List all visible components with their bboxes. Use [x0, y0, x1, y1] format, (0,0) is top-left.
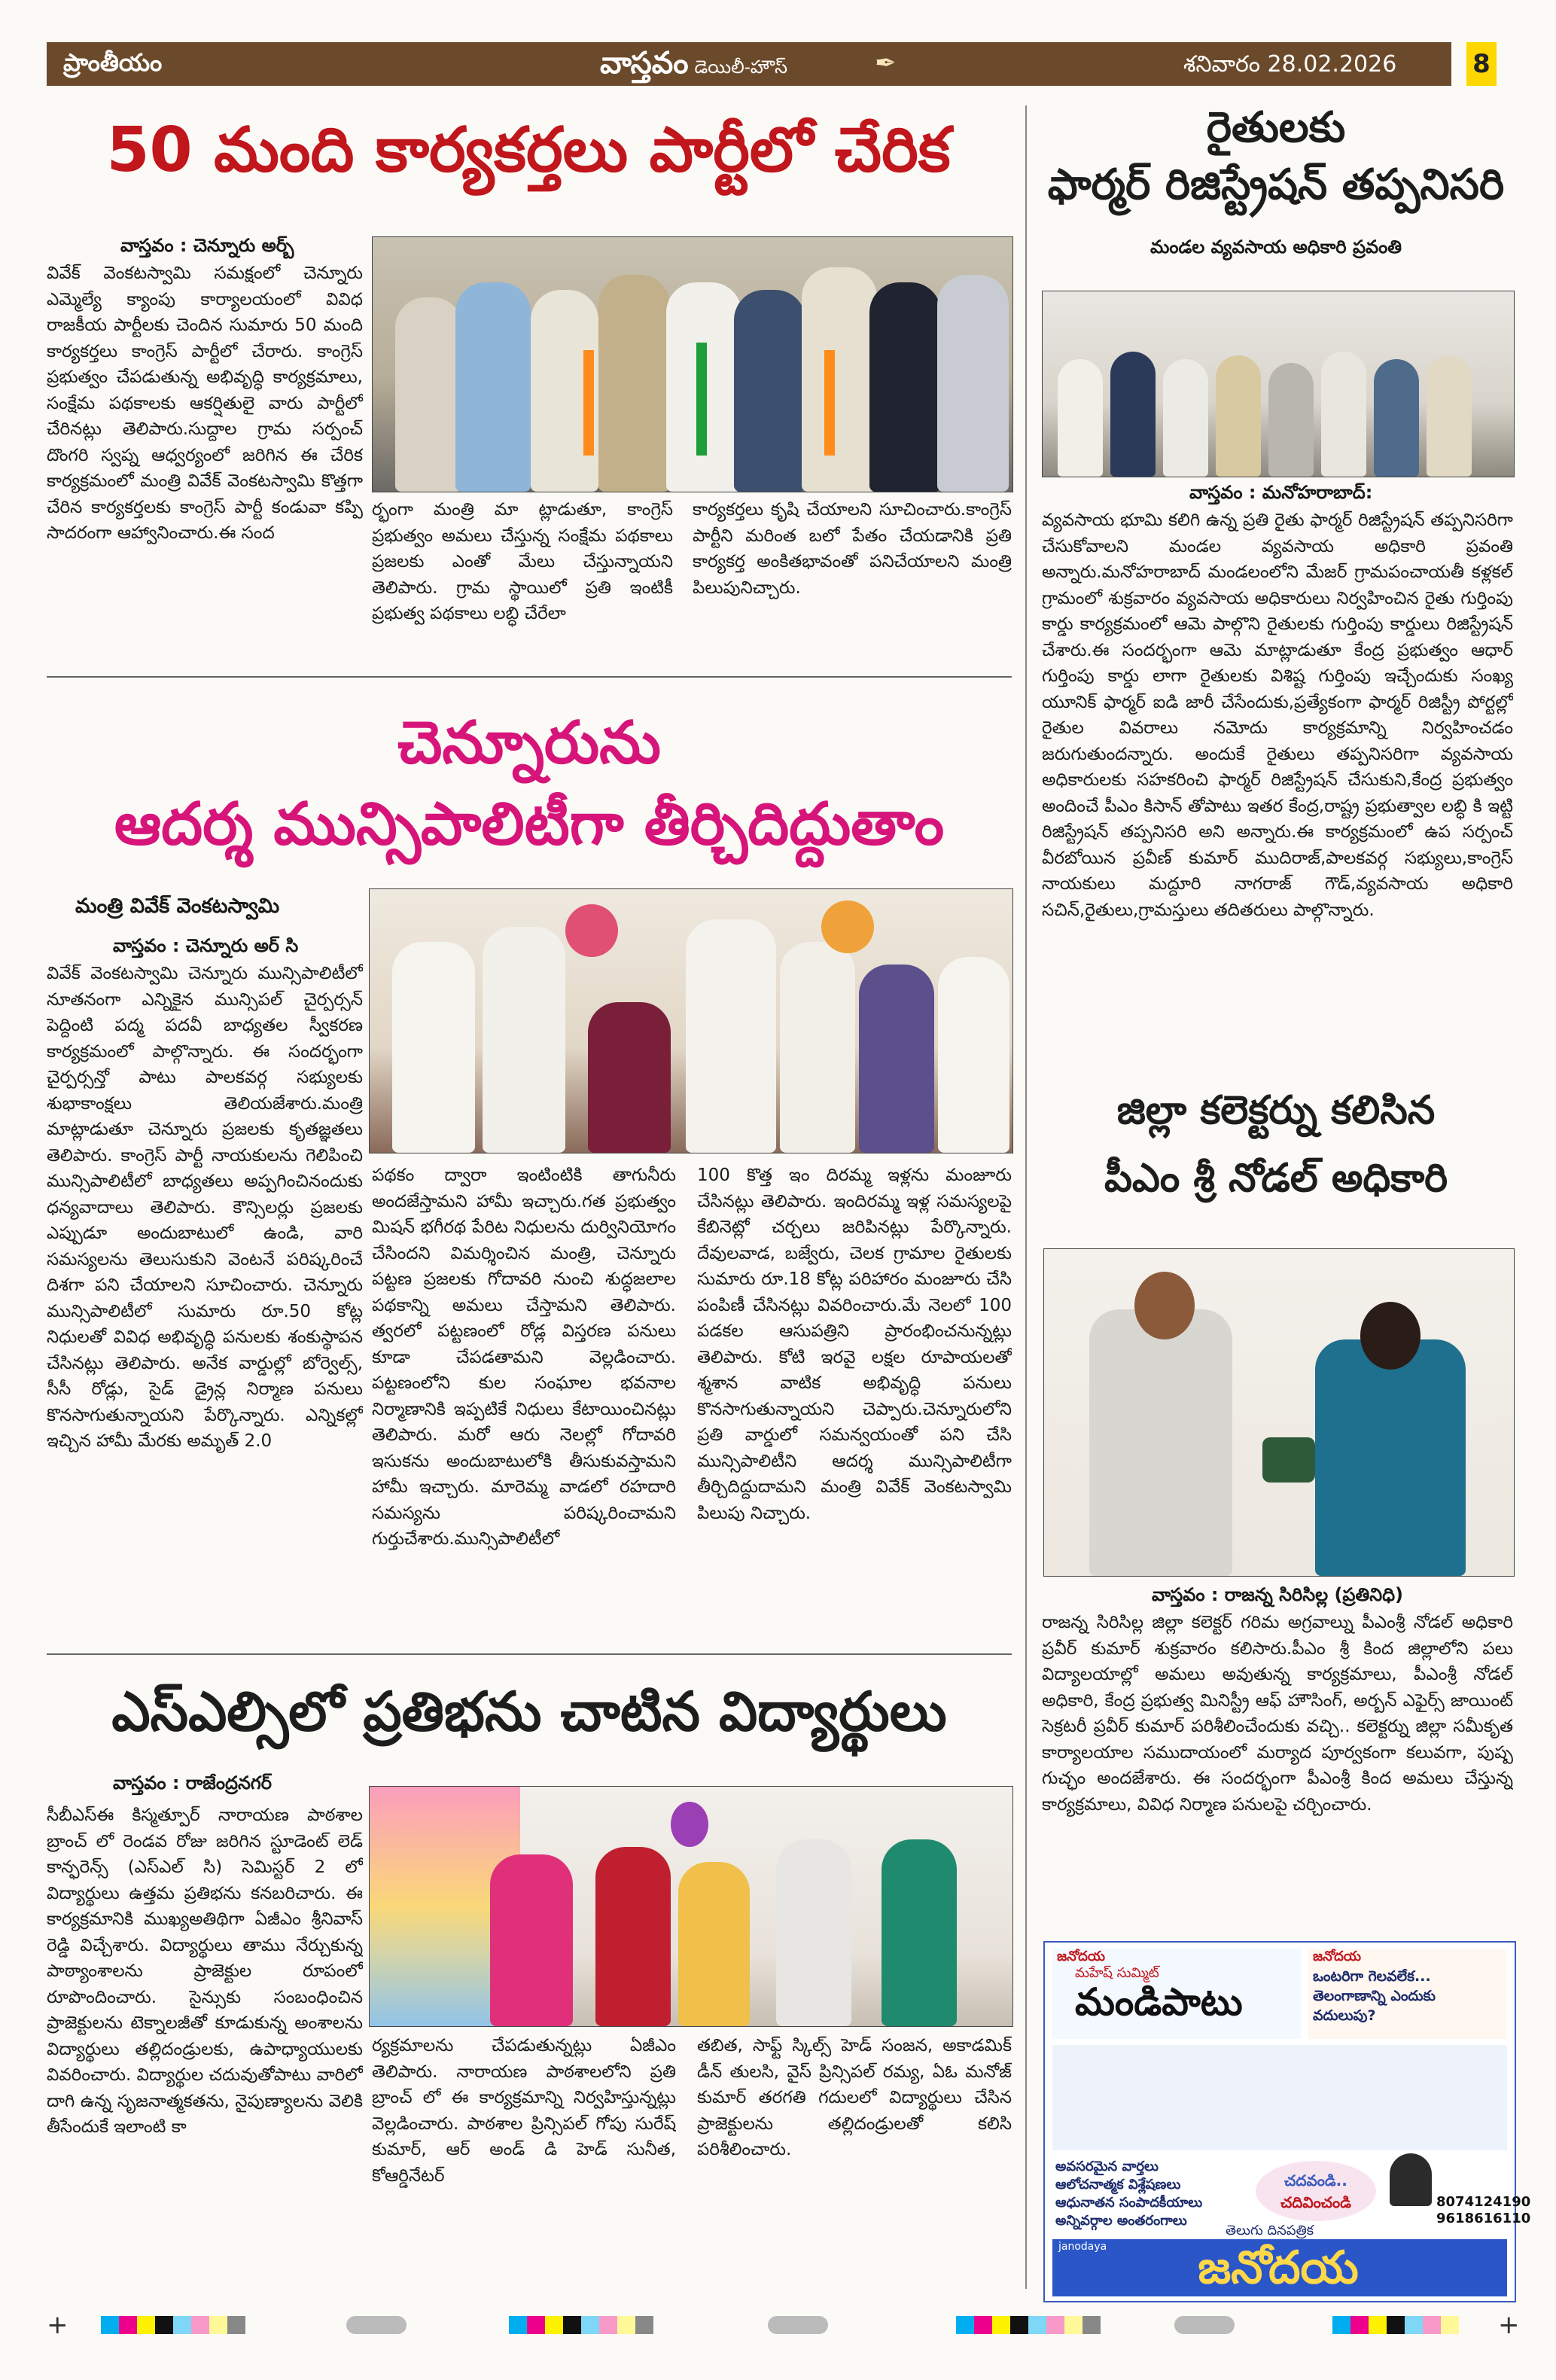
ad-brand-small: janodaya — [1058, 2241, 1107, 2253]
masthead-name: వాస్తవం — [600, 45, 689, 81]
story2-col1: వివేక్ వెంకటస్వామి చెన్నూరు మున్సిపాలిటీలో నూతనంగా ఎన్నికైన మున్సిపల్ చైర్పర్సన్ పెద్దింటి పద్మ పదవీ బాధ్యతల స్వీకరణ కార్యక్రమంలో పాల్గొన్నారు. ఈ సందర్భంగా చైర్పర్సన్తో పాటు పాలకవర్గ సభ్యులకు శుభాకాంక్షలు తెలియజేశారు.మంత్రి మాట్లాడుతూ చెన్నూరు ప్రజలకు కృతజ్ఞతలు తెలిపారు. కాంగ్రెస్ పార్టీ నాయకులను గెలిపించి మున్సిపాలిటీలో బాధ్యతలు అప్పగించినందుకు ధన్యవాదాలు తెలిపారు. కౌన్సిలర్లు ప్రజలకు ఎప్పుడూ అందుబాటులో ఉండి, వారి సమస్యలను తెలుసుకుని వెంటనే పరిష్కరించే దిశగా పని చేయాలని సూచించారు. చెన్నూరు మున్సిపాలిటీలో సుమారు రూ.50 కోట్ల నిధులతో వివిధ అభివృద్ధి పనులకు శంకుస్థాపన చేసినట్లు తెలిపారు. అనేక వార్డుల్లో బోర్వెల్స్, సీసీ రోడ్లు, సైడ్ డ్రైన్ల నిర్మాణ పనులు కొనసాగుతున్నాయని పేర్కొన్నారు. ఎన్నికల్లో ఇచ్చిన హామీ మేరకు అమృత్ 2.0 — [47, 964, 363, 1451]
story1-col1: వివేక్ వెంకటస్వామి సమక్షంలో చెన్నూరు ఎమ్మెల్యే క్యాంపు కార్యాలయంలో వివిధ రాజకీయ పార్టీలకు చెందిన సుమారు 50 మంది కార్యకర్తలు కాంగ్రెస్ పార్టీలో చేరారు. కాంగ్రెస్ ప్రభుత్వం చేపడుతున్న అభివృద్ధి కార్యక్రమాలు, సంక్షేమ పథకాలకు ఆకర్షితులై వారు పార్టీలో చేరినట్లు తెలిపారు.సుద్దాల గ్రామ సర్పంచ్ దొంగరి స్వప్న ఆధ్వర్యంలో జరిగిన ఈ చేరిక కార్యక్రమంలో మంత్రి వివేక్ వెంకటస్వామి కొత్తగా చేరిన కార్యకర్తలకు కాంగ్రెస్ పార్టీ కండువా కప్పి సాదరంగా ఆహ్వానించారు.ఈ సంద — [47, 264, 363, 543]
section-divider — [47, 676, 1012, 678]
color-bar — [101, 2316, 245, 2334]
registration-pill — [346, 2316, 407, 2334]
story1-photo — [372, 236, 1013, 492]
story4-subhead: మండల వ్యవసాయ అధికారి ప్రవంతి — [1149, 236, 1402, 258]
story2-headline-line1: చెన్నూరును — [397, 709, 661, 777]
ad-brand-name: జనోదయ — [1198, 2241, 1359, 2294]
registration-pill — [768, 2316, 828, 2334]
pen-nib-icon: ✒ — [875, 48, 897, 78]
issue-date: శనివారం 28.02.2026 — [1183, 51, 1397, 78]
story1-byline: వాస్తవం : చెన్నూరు అర్బ్ — [120, 235, 294, 256]
ad-feature-list — [1055, 2158, 1202, 2230]
story4-headline-line1: రైతులకు — [1206, 103, 1346, 152]
ad-feature-item: ఆధునాతన సంపాదకీయాలు — [1055, 2195, 1203, 2211]
story1-col3: కార్యకర్తలు కృషి చేయాలని సూచించారు.కాంగ్రెస్ పార్టీని మరింత బలో పేతం చేయడానికి ప్రతి కార్యకర్త అంకితభావంతో పనిచేయాలని మంత్రి పిలుపునిచ్చారు. — [693, 500, 1012, 598]
color-bar — [1332, 2316, 1459, 2334]
ad-panel-right — [1308, 1949, 1507, 2039]
ad-phone: 9618616110 — [1436, 2211, 1531, 2226]
ad-person-avatar — [1390, 2153, 1432, 2206]
story2-photo — [369, 888, 1013, 1153]
story3-col2: ర్యక్రమాలను చేపడుతున్నట్లు ఏజీఎం తెలిపారు. నారాయణ పాఠశాలలోని ప్రతి బ్రాంచ్ లో ఈ కార్యక్రమాన్ని నిర్వహిస్తున్నట్లు వెల్లడించారు. పాఠశాల ప్రిన్సిపల్ గోపు సురేష్ కుమార్, ఆర్ అండ్ డి హెడ్ సునీత, కోఆర్డినేటర్ — [372, 2036, 676, 2186]
masthead-sub: డెయిలీ-హౌస్ — [694, 56, 787, 78]
story5-byline: వాస్తవం : రాజన్న సిరిసిల్ల (ప్రతినిధి) — [1152, 1584, 1404, 1605]
story4-body: వ్యవసాయ భూమి కలిగి ఉన్న ప్రతి రైతు ఫార్మర్ రిజిస్ట్రేషన్ తప్పనిసరిగా చేసుకోవాలని మండల వ్యవసాయ అధికారి ప్రవంతి అన్నారు.మనోహరాబాద్ మండలంలోని మేజర్ గ్రామపంచాయతీ కళ్లకల్ గ్రామంలో శుక్రవారం వ్యవసాయ అధికారులు నిర్వహించిన రైతు గుర్తింపు కార్డు కార్యక్రమంలో ఆమె పాల్గొని రైతులకు గుర్తింపు కార్డులు రిజిస్ట్రేషన్ చేశారు.ఈ సందర్భంగా ఆమె మాట్లాడుతూ కేంద్ర ప్రభుత్వం ఆధార్ గుర్తింపు కార్డు లాగా రైతులకు విశిష్ట గుర్తింపు ఇచ్చేందుకు సంఖ్య యూనిక్ ఫార్మర్ ఐడి జారీ చేసేందుకు,ప్రత్యేకంగా ఫార్మర్ రిజిస్ట్రీ పోర్టల్లో రైతుల వివరాలు నమోదు కార్యక్రమాన్ని నిర్వహించడం జరుగుతుందన్నారు. అందుకే రైతులు తప్పనిసరిగా వ్యవసాయ అధికారులకు సహకరించి ఫార్మర్ రిజిస్ట్రేషన్ చేసుకుని,కేంద్ర ప్రభుత్వం అందించే పీఎం కిసాన్ తోపాటు ఇతర కేంద్ర,రాష్ట్ర ప్రభుత్వాల లబ్ధి కి ఇట్టి రిజిస్ట్రేషన్ తప్పనిసరి అని అన్నారు.ఈ కార్యక్రమంలో ఉప సర్పంచ్ వీరబోయిన ప్రవీణ్ కుమార్ ముదిరాజ్,పాలకవర్గ సభ్యులు,కాంగ్రెస్ నాయకులు మద్దూరి నాగరాజ్ గౌడ్,వ్యవసాయ అధికారి సచిన్,రైతులు,గ్రామస్తులు తదితరులు పాల్గొన్నారు. — [1042, 510, 1513, 920]
story4-byline: వాస్తవం : మనోహరాబాద్: — [1189, 482, 1373, 503]
page-number: 8 — [1466, 42, 1497, 86]
ad-brand-bar — [1052, 2239, 1507, 2296]
story3-headline: ఎస్ఎల్సిలో ప్రతిభను చాటిన విద్యార్థులు — [111, 1680, 947, 1743]
story2-headline-line2: ఆదర్శ మున్సిపాలిటీగా తీర్చిదిద్దుతాం — [114, 791, 945, 858]
ad-cta-read: చదవండి.. — [1284, 2171, 1347, 2190]
section-divider — [47, 1653, 1012, 1655]
registration-pill — [1174, 2316, 1235, 2334]
story4-headline-line2: ఫార్మర్ రిజిస్ట్రేషన్ తప్పనిసరి — [1047, 160, 1505, 209]
ad-feature-item: అన్నివర్గాల అంతరంగాలు — [1055, 2213, 1187, 2229]
color-bar — [509, 2316, 653, 2334]
story3-col3: తబిత, సాఫ్ట్ స్కిల్స్ హెడ్ సంజన, అకాడమిక్ డీన్ తులసి, వైస్ ప్రిన్సిపల్ రమ్య, ఏఓ మనోజ్ కుమార్ తరగతి గదులలో విద్యార్థులు చేసిన ప్రాజెక్టులను తల్లిదండ్రులతో కలిసి పరిశీలించారు. — [697, 2036, 1012, 2159]
registration-cross-icon: + — [47, 2310, 69, 2340]
story2-subhead: మంత్రి వివేక్ వెంకటస్వామి — [75, 894, 280, 918]
page-header — [47, 42, 1451, 86]
story5-headline-line2: పీఎం శ్రీ నోడల్ అధికారి — [1104, 1156, 1448, 1201]
ad-feature-item: అవసరమైన వార్తలు — [1055, 2159, 1159, 2174]
registration-cross-icon: + — [1498, 2310, 1520, 2340]
story2-byline: వాస్తవం : చెన్నూరు అర్ సి — [113, 935, 299, 956]
ad-feature-item: ఆలోచనాత్మక విశ్లేషణలు — [1055, 2177, 1181, 2193]
ad-cta-bubble — [1256, 2161, 1376, 2221]
story3-col1: సీబీఎస్ఈ కిస్మత్పూర్ నారాయణ పాఠశాల బ్రాంచ్ లో రెండవ రోజు జరిగిన స్టూడెంట్ లెడ్ కాన్ఫరెన్స్ (ఎస్ఎల్ సి) సెమిస్టర్ 2 లో విద్యార్థులు ఉత్తమ ప్రతిభను కనబరిచారు. ఈ కార్యక్రమానికి ముఖ్యఅతిథిగా ఏజీఎం శ్రీనివాస్ రెడ్డి విచ్చేశారు. విద్యార్థులు తాము నేర్చుకున్న పాఠ్యాంశాలను ప్రాజెక్టుల రూపంలో రూపొందించారు. సైన్సుకు సంబంధించిన ప్రాజెక్టులను టెక్నాలజీతో కూడుకున్న అంశాలను విద్యార్థులు తల్లిదండ్రులకు, ఉపాధ్యాయులకు వివరించారు. విద్యార్థుల చదువుతోపాటు వారిలో దాగి ఉన్న సృజనాత్మకతను, నైపుణ్యాలను వెలికి తీసేందుకే ఇలాంటి కా — [47, 1806, 363, 2137]
story4-photo — [1042, 291, 1515, 477]
ad-column-kicker: మహేష్ సుమ్మిట్ — [1075, 1965, 1159, 1981]
story3-byline: వాస్తవం : రాజేంద్రనగర్ — [113, 1772, 273, 1793]
ad-tag-right: జనోదయ — [1313, 1949, 1362, 1964]
story2-col2: పథకం ద్వారా ఇంటింటికి తాగునీరు అందజేస్తామని హామీ ఇచ్చారు.గత ప్రభుత్వం మిషన్ భగీరథ పేరిట నిధులను దుర్వినియోగం చేసిందని విమర్శించిన మంత్రి, చెన్నూరు పట్టణ ప్రజలకు గోదావరి నుంచి శుద్ధజలాల పథకాన్ని అమలు చేస్తామని తెలిపారు. త్వరలో పట్టణంలో రోడ్ల విస్తరణ పనులు కూడా చేపడతామని వెల్లడించారు. పట్టణంలోని కుల సంఘాల భవనాల నిర్మాణానికి ఇప్పటికే నిధులు కేటాయించినట్లు తెలిపారు. మరో ఆరు నెలల్లో గోదావరి ఇసుకను అందుబాటులోకి తీసుకువస్తామని హామీ ఇచ్చారు. మారెమ్మ వాడలో రహదారి సమస్యను పరిష్కరించామని గుర్తుచేశారు.మున్సిపాలిటీలో — [372, 1166, 676, 1549]
ad-phone: 8074124190 — [1436, 2194, 1531, 2210]
ad-phones — [1436, 2194, 1530, 2227]
ad-cta-share: చదివించండి — [1280, 2193, 1351, 2211]
column-divider — [1025, 105, 1027, 2289]
story5-headline-line1: జిల్లా కలెక్టర్ను కలిసిన — [1116, 1088, 1436, 1133]
story1-col2: ర్భంగా మంత్రి మా ట్లాడుతూ, కాంగ్రెస్ ప్రభుత్వం అమలు చేస్తున్న సంక్షేమ పథకాలు ప్రజలకు ఎంతో మేలు చేస్తున్నాయని తెలిపారు. గ్రామ స్థాయిలో ప్రతి ఇంటికీ ప్రభుత్వ పథకాలు లబ్ధి చేరేలా — [372, 500, 673, 623]
story5-photo — [1043, 1248, 1515, 1577]
color-bar — [956, 2316, 1101, 2334]
masthead — [600, 45, 787, 88]
janodaya-ad — [1043, 1941, 1531, 2302]
ad-articles-strip — [1052, 2045, 1507, 2150]
ad-question: ఒంటరిగా గెలవలేక... తెలంగాణాన్ని ఎందుకు వదులుపు? — [1313, 1968, 1436, 2024]
ad-tag-left: జనోదయ — [1057, 1949, 1106, 1964]
ad-column-title: మండిపాటు — [1075, 1980, 1243, 2024]
story5-body: రాజన్న సిరిసిల్ల జిల్లా కలెక్టర్ గరిమ అగ్రవాల్ను పీఎంశ్రీ నోడల్ అధికారి ప్రవీర్ కుమార్ శుక్రవారం కలిసారు.పీఎం శ్రీ కింద జిల్లాలోని పలు విద్యాలయాల్లో అమలు అవుతున్న కార్యక్రమాలు, పీఎంశ్రీ నోడల్ అధికారి, కేంద్ర ప్రభుత్వ మినిస్ట్రీ ఆఫ్ హౌసింగ్, అర్బన్ ఎఫైర్స్ జాయింట్ సెక్రటరీ ప్రవీర్ కుమార్ పరిశీలించేందుకు వచ్చి.. కలెక్టర్ను జిల్లా సమీకృత కార్యాలయాల సముదాయంలో మర్యాద పూర్వకంగా కలువగా, పుష్ప గుచ్ఛం అందజేశారు. ఈ సందర్భంగా పీఎంశ్రీ కింద అమలు చేస్తున్న కార్యక్రమాలు, వివిధ నిర్మాణ పనులపై చర్చించారు. — [1042, 1613, 1513, 1815]
ad-panel-left — [1052, 1949, 1301, 2039]
section-name: ప్రాంతీయం — [63, 48, 163, 77]
ad-tagline: తెలుగు దినపత్రిక — [1226, 2223, 1314, 2238]
story1-headline: 50 మంది కార్యకర్తలు పార్టీలో చేరిక — [106, 114, 951, 186]
story2-col3: 100 కొత్త ఇం దిరమ్మ ఇళ్లను మంజూరు చేసినట్లు తెలిపారు. ఇందిరమ్మ ఇళ్ల సమస్యలపై కేబినెట్లో చర్చలు జరిపినట్లు పేర్కొన్నారు. దేవులవాడ, బజ్వేరు, చెలక గ్రామాల రైతులకు సుమారు రూ.18 కోట్ల పరిహారం మంజూరు చేసి పంపిణీ చేసినట్లు వివరించారు.మే నెలలో 100 పడకల ఆసుపత్రిని ప్రారంభించనున్నట్లు తెలిపారు. కోటి ఇరవై లక్షల రూపాయలతో శ్మశాన వాటిక అభివృద్ధి పనులు కొనసాగుతున్నాయని చెప్పారు.చెన్నూరులోని ప్రతి వార్డులో సమన్వయంతో పని చేసి మున్సిపాలిటీని ఆదర్శ మున్సిపాలిటీగా తీర్చిదిద్దుదామని మంత్రి వివేక్ వెంకటస్వామి పిలుపు నిచ్చారు. — [697, 1166, 1012, 1523]
story3-photo — [369, 1786, 1013, 2027]
